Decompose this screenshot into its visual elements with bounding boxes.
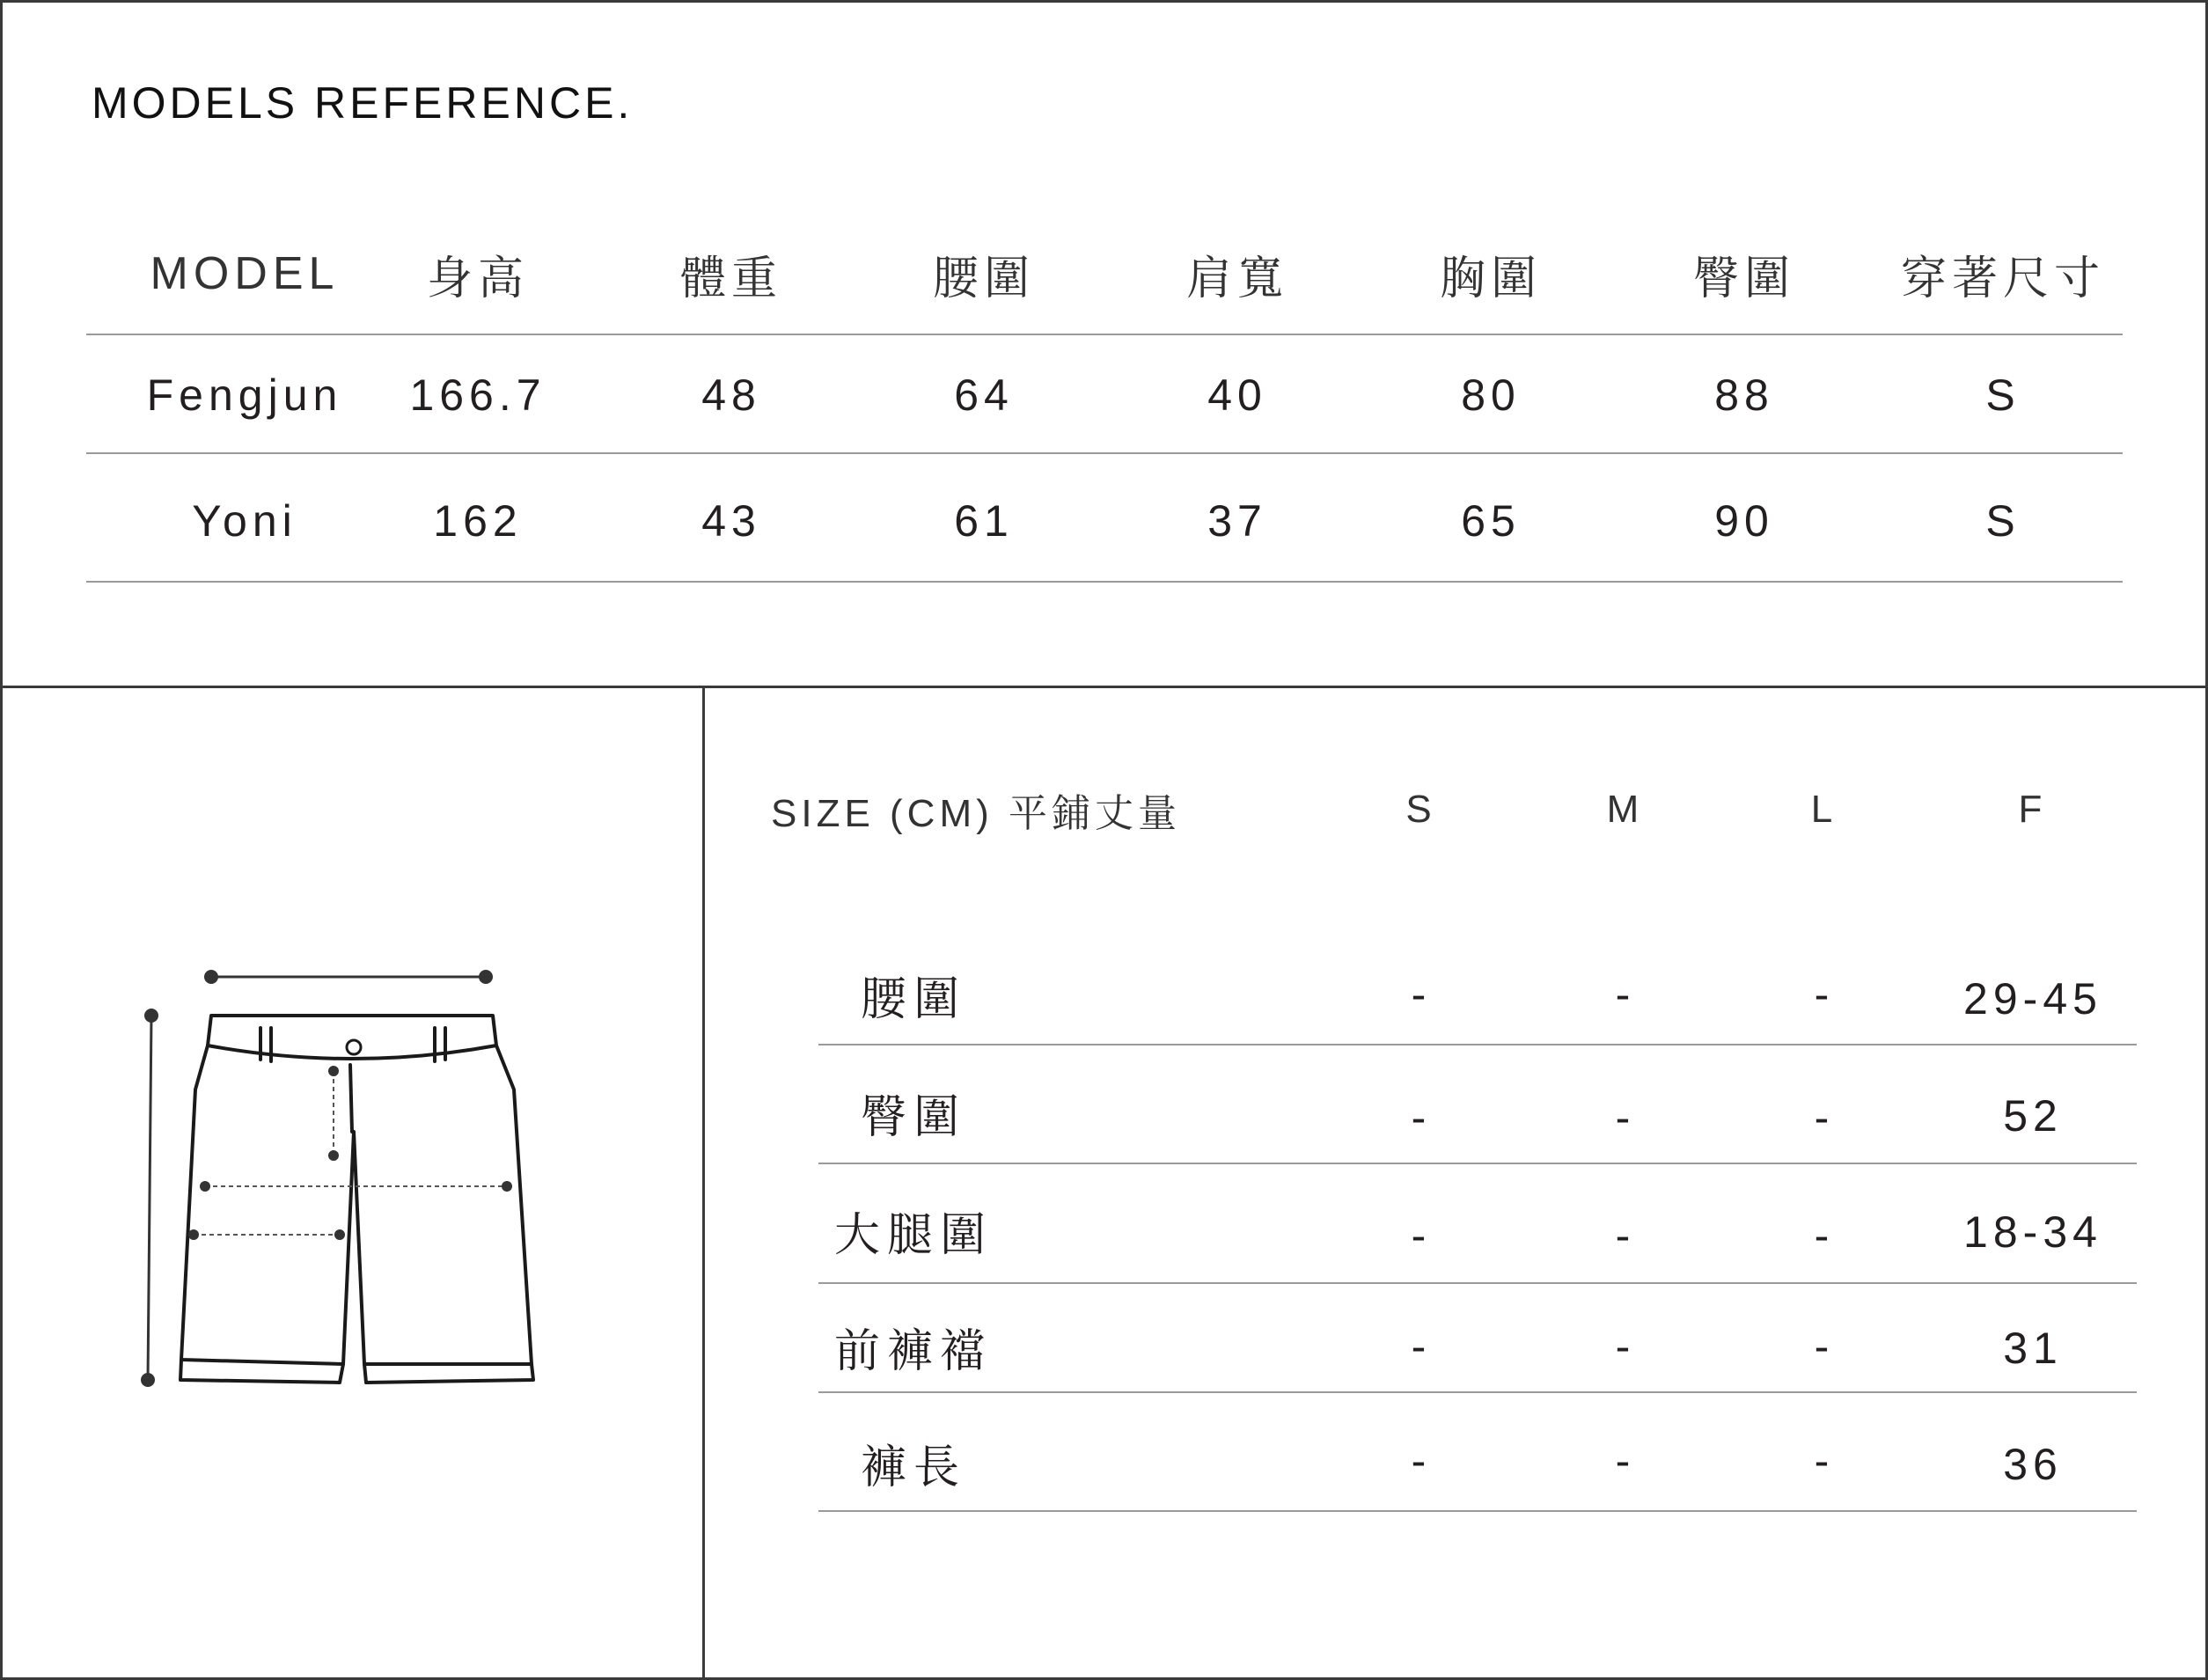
size-row-label-length: 褲長: [861, 1442, 967, 1493]
size-value: 36: [2003, 1440, 2063, 1489]
models-rule-2: [86, 581, 2123, 583]
size-value: -: [1615, 970, 1636, 1019]
model-weight: 43: [701, 496, 761, 546]
col-header-waist: 腰圍: [932, 253, 1035, 304]
size-value: -: [1814, 1322, 1835, 1371]
size-value: -: [1411, 970, 1432, 1019]
size-value: -: [1411, 1211, 1432, 1260]
size-value: 29-45: [1963, 974, 2102, 1023]
size-row-label-front-rise: 前褲襠: [834, 1325, 994, 1377]
size-rule-2: [818, 1282, 2137, 1284]
models-rule-0: [86, 334, 2123, 335]
model-chest: 80: [1461, 370, 1521, 420]
model-chest: 65: [1461, 496, 1521, 546]
models-title: MODELS REFERENCE.: [92, 78, 634, 128]
size-rule-3: [818, 1391, 2137, 1393]
size-row-label-waist: 腰圍: [861, 973, 967, 1025]
size-rule-0: [818, 1044, 2137, 1045]
col-header-height: 身高: [426, 253, 529, 304]
col-header-model: MODEL: [150, 248, 340, 299]
size-value: 18-34: [1963, 1207, 2102, 1257]
model-row-fengjun: [86, 338, 2123, 452]
model-waist: 61: [954, 496, 1014, 546]
size-value: -: [1814, 970, 1835, 1019]
size-value: -: [1411, 1322, 1432, 1371]
size-value: -: [1814, 1093, 1835, 1142]
model-name: Yoni: [192, 496, 297, 546]
model-hip: 88: [1714, 370, 1774, 420]
model-height: 162: [433, 496, 523, 546]
size-col-l: L: [1810, 788, 1838, 831]
size-value: -: [1814, 1211, 1835, 1260]
model-size: S: [1985, 496, 2021, 546]
model-height: 166.7: [409, 370, 546, 420]
size-col-s: S: [1405, 788, 1437, 831]
vertical-divider: [702, 687, 705, 1680]
horizontal-divider: [0, 686, 2208, 688]
models-rule-1: [86, 452, 2123, 454]
size-row-label-thigh: 大腿圍: [834, 1209, 994, 1261]
size-value: -: [1615, 1211, 1636, 1260]
model-row-yoni: [86, 464, 2123, 578]
size-col-f: F: [2018, 788, 2048, 831]
size-rule-1: [818, 1163, 2137, 1164]
size-value: -: [1411, 1093, 1432, 1142]
size-rule-4: [818, 1510, 2137, 1512]
col-header-size: 穿著尺寸: [1900, 253, 2105, 304]
models-header-row: [86, 216, 2123, 331]
size-row-label-hip: 臀圍: [861, 1091, 967, 1143]
col-header-weight: 體重: [679, 253, 782, 304]
size-value: 52: [2003, 1091, 2063, 1141]
size-value: -: [1814, 1436, 1835, 1486]
col-header-hip: 臀圍: [1692, 253, 1795, 304]
col-header-chest: 胸圍: [1439, 253, 1542, 304]
size-header-label: SIZE (CM) 平鋪丈量: [771, 792, 1181, 835]
model-name: Fengjun: [146, 370, 343, 420]
model-shoulder: 37: [1207, 496, 1267, 546]
model-size: S: [1985, 370, 2021, 420]
size-value: 31: [2003, 1324, 2063, 1373]
size-value: -: [1615, 1322, 1636, 1371]
size-value: -: [1615, 1436, 1636, 1486]
size-value: -: [1411, 1436, 1432, 1486]
size-value: -: [1615, 1093, 1636, 1142]
model-shoulder: 40: [1207, 370, 1267, 420]
size-col-m: M: [1606, 788, 1645, 831]
col-header-shoulder: 肩寬: [1185, 253, 1288, 304]
model-hip: 90: [1714, 496, 1774, 546]
model-weight: 48: [701, 370, 761, 420]
shorts-measurement-icon: [132, 959, 546, 1408]
model-waist: 64: [954, 370, 1014, 420]
